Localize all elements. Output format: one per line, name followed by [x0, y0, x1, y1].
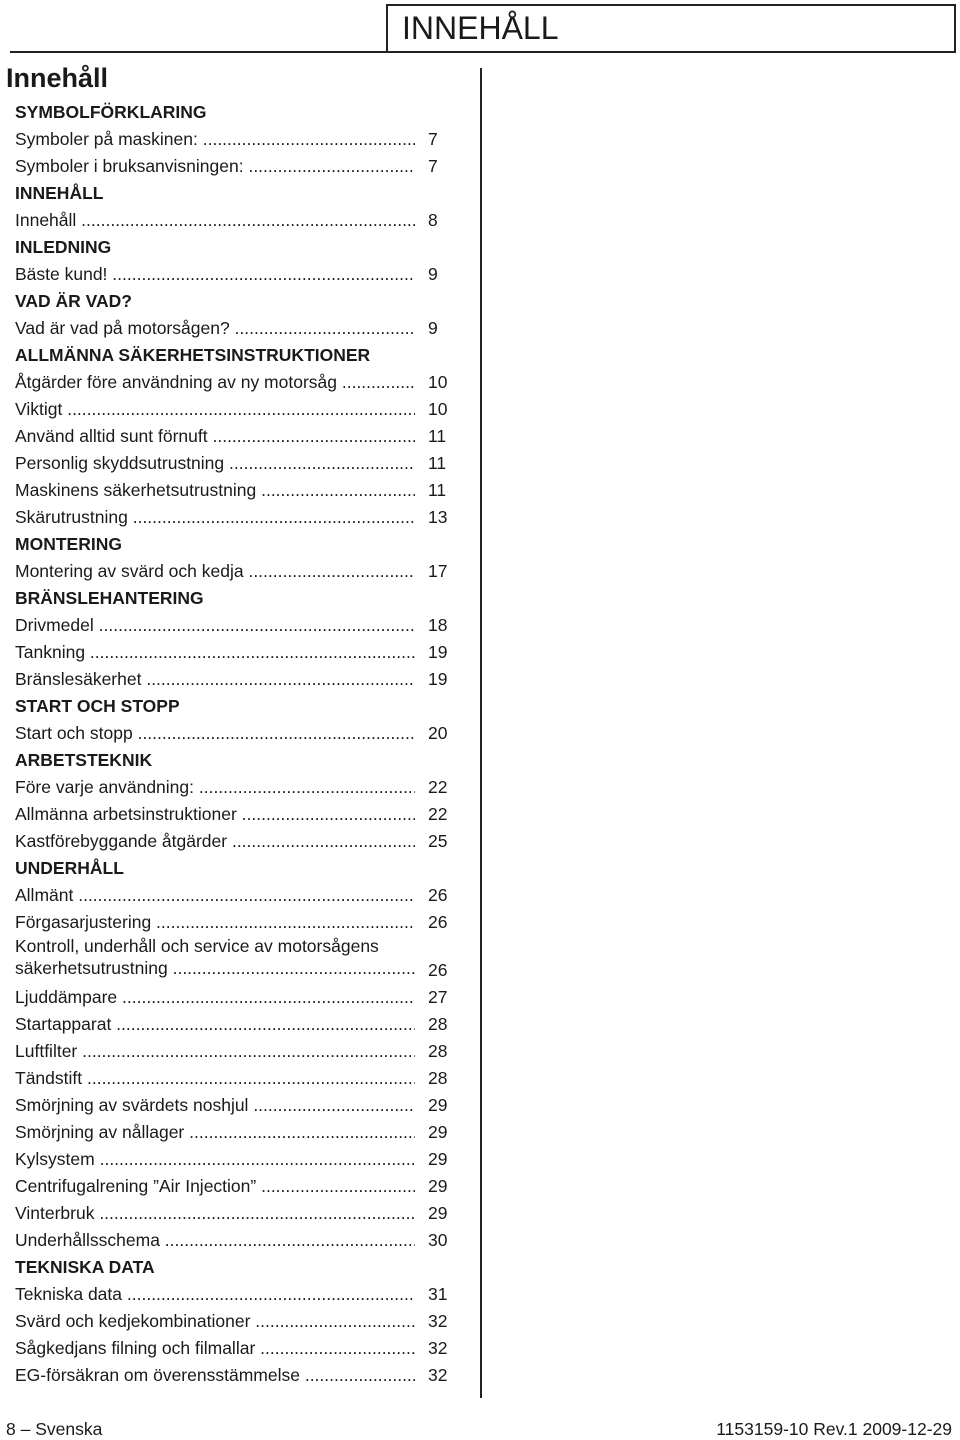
- toc-entry-page-number: 28: [428, 1068, 448, 1088]
- toc-entry-title-wrap: [15, 450, 415, 477]
- toc-entry-title-wrap: [15, 935, 415, 979]
- toc-entry[interactable]: [15, 423, 455, 450]
- footer-page-language: 8 – Svenska: [6, 1419, 103, 1439]
- toc-entry-title-wrap: [15, 1335, 415, 1362]
- toc-entry-title-wrap: [15, 1281, 415, 1308]
- toc-entry-title: EG-försäkran om överensstämmelse: [15, 1365, 300, 1385]
- toc-entry[interactable]: [15, 1200, 455, 1227]
- toc-entry-title: Centrifugalrening ”Air Injection”: [15, 1176, 257, 1196]
- toc-entry[interactable]: [15, 909, 455, 936]
- page-heading: Innehåll: [6, 63, 109, 93]
- toc-entry-title: Allmänna arbetsinstruktioner: [15, 804, 237, 824]
- toc-entry-page-number: 32: [428, 1365, 448, 1385]
- toc-entry-title-wrap: [15, 774, 415, 801]
- toc-section-heading: VAD ÄR VAD?: [15, 291, 132, 311]
- toc-entry-page-number: 10: [428, 372, 448, 392]
- toc-entry-title-wrap: [15, 396, 415, 423]
- toc-entry-page-number: 26: [428, 885, 448, 905]
- toc-entry-title: Tändstift: [15, 1068, 83, 1088]
- toc-entry-title: Skärutrustning: [15, 507, 128, 527]
- toc-entry[interactable]: [15, 612, 455, 639]
- toc-entry[interactable]: [15, 1092, 455, 1119]
- toc-entry-page-number: 17: [428, 561, 448, 581]
- toc-entry-page-number: 29: [428, 1095, 448, 1115]
- toc-entry-title: Vad är vad på motorsågen?: [15, 318, 230, 338]
- toc-entry-page-number: 7: [428, 129, 438, 149]
- toc-entry-title: Använd alltid sunt förnuft: [15, 426, 208, 446]
- toc-entry-title-wrap: [15, 315, 415, 342]
- toc-entry[interactable]: [15, 774, 455, 801]
- toc-entry-title: Luftfilter: [15, 1041, 78, 1061]
- toc-entry-title: Symboler på maskinen:: [15, 129, 198, 149]
- toc-entry-page-number: 29: [428, 1122, 448, 1142]
- toc-entry-title-wrap: [15, 477, 415, 504]
- toc-entry-title: Tekniska data: [15, 1284, 123, 1304]
- toc-entry[interactable]: [15, 1119, 455, 1146]
- toc-entry[interactable]: [15, 801, 455, 828]
- header-title: INNEHÅLL: [402, 10, 559, 46]
- toc-section-heading: INNEHÅLL: [15, 183, 104, 203]
- toc-entry[interactable]: [15, 720, 455, 747]
- toc-entry[interactable]: [15, 1281, 455, 1308]
- toc-entry-page-number: 29: [428, 1149, 448, 1169]
- toc-entry-page-number: 22: [428, 804, 448, 824]
- toc-entry-title-wrap: [15, 720, 415, 747]
- column-divider: [480, 68, 482, 1398]
- toc-entry-title-wrap: [15, 153, 415, 180]
- toc-entry-title: Smörjning av svärdets noshjul: [15, 1095, 249, 1115]
- table-of-contents: [15, 99, 455, 1389]
- toc-entry-title-wrap: [15, 504, 415, 531]
- toc-entry-page-number: 32: [428, 1311, 448, 1331]
- toc-entry-title: Tankning: [15, 642, 86, 662]
- toc-entry[interactable]: [15, 1362, 455, 1389]
- toc-entry-title: Smörjning av nållager: [15, 1122, 185, 1142]
- toc-entry-title: Ljuddämpare: [15, 987, 118, 1007]
- toc-entry-title-wrap: [15, 1065, 415, 1092]
- toc-entry[interactable]: [15, 1146, 455, 1173]
- toc-entry-title-wrap: [15, 984, 415, 1011]
- toc-entry-title: Vinterbruk: [15, 1203, 95, 1223]
- toc-entry-title-wrap: [15, 801, 415, 828]
- toc-entry-page-number: 30: [428, 1230, 448, 1250]
- toc-entry-page-number: 26: [428, 960, 448, 980]
- toc-entry-title: Bränslesäkerhet: [15, 669, 142, 689]
- toc-entry-title: Montering av svärd och kedja: [15, 561, 244, 581]
- toc-entry-title-wrap: [15, 1227, 415, 1254]
- toc-entry-title-wrap: [15, 1308, 415, 1335]
- toc-entry-title: Start och stopp: [15, 723, 133, 743]
- toc-entry-page-number: 27: [428, 987, 448, 1007]
- toc-entry[interactable]: [15, 207, 455, 234]
- toc-entry-page-number: 11: [428, 480, 447, 500]
- toc-entry[interactable]: [15, 261, 455, 288]
- toc-entry-page-number: 11: [428, 453, 447, 473]
- toc-entry-title-wrap: [15, 261, 415, 288]
- toc-entry[interactable]: [15, 828, 455, 855]
- toc-entry-title: Underhållsschema: [15, 1230, 160, 1250]
- toc-entry[interactable]: [15, 666, 455, 693]
- toc-entry-page-number: 25: [428, 831, 448, 851]
- footer-doc-revision: 1153159-10 Rev.1 2009-12-29: [716, 1419, 952, 1439]
- toc-entry-title: Maskinens säkerhetsutrustning: [15, 480, 257, 500]
- toc-entry-title: Viktigt: [15, 399, 63, 419]
- toc-entry-title-wrap: [15, 1011, 415, 1038]
- toc-section-heading: SYMBOLFÖRKLARING: [15, 102, 207, 122]
- toc-entry-title: Före varje användning:: [15, 777, 194, 797]
- toc-entry[interactable]: [15, 1173, 455, 1200]
- toc-entry[interactable]: [15, 369, 455, 396]
- toc-entry-title-wrap: [15, 1119, 415, 1146]
- toc-entry-title: Bäste kund!: [15, 264, 108, 284]
- toc-entry-title: Åtgärder före användning av ny motorsåg: [15, 372, 337, 392]
- toc-section-heading: START OCH STOPP: [15, 696, 180, 716]
- toc-entry-title: Sågkedjans filning och filmallar: [15, 1338, 256, 1358]
- toc-entry-title-wrap: [15, 423, 415, 450]
- toc-entry-page-number: 19: [428, 669, 448, 689]
- toc-entry[interactable]: [15, 639, 455, 666]
- toc-entry[interactable]: [15, 1335, 455, 1362]
- toc-entry[interactable]: [15, 153, 455, 180]
- toc-entry-title: Svärd och kedjekombinationer: [15, 1311, 251, 1331]
- toc-entry-title-wrap: [15, 558, 415, 585]
- toc-entry-page-number: 29: [428, 1203, 448, 1223]
- toc-section-heading: UNDERHÅLL: [15, 858, 124, 878]
- toc-entry-title-wrap: [15, 1092, 415, 1119]
- toc-entry-title: Kastförebyggande åtgärder: [15, 831, 228, 851]
- toc-entry-title-wrap: [15, 1173, 415, 1200]
- toc-entry-page-number: 18: [428, 615, 448, 635]
- toc-entry-title-wrap: [15, 1200, 415, 1227]
- toc-entry-title-wrap: [15, 666, 415, 693]
- toc-entry-page-number: 13: [428, 507, 448, 527]
- toc-entry-page-number: 28: [428, 1014, 448, 1034]
- toc-entry[interactable]: [15, 504, 455, 531]
- toc-entry-title: Kylsystem: [15, 1149, 95, 1169]
- toc-entry[interactable]: [15, 1011, 455, 1038]
- toc-entry[interactable]: [15, 477, 455, 504]
- toc-entry-title: Symboler i bruksanvisningen:: [15, 156, 244, 176]
- toc-section-heading: TEKNISKA DATA: [15, 1257, 155, 1277]
- toc-entry-title: Förgasarjustering: [15, 912, 152, 932]
- toc-section-heading: ARBETSTEKNIK: [15, 750, 153, 770]
- toc-entry[interactable]: [15, 882, 455, 909]
- toc-entry-title-wrap: [15, 369, 415, 396]
- toc-entry[interactable]: [15, 1038, 455, 1065]
- toc-entry[interactable]: [15, 315, 455, 342]
- toc-entry[interactable]: [15, 1227, 455, 1254]
- toc-section-heading: MONTERING: [15, 534, 122, 554]
- toc-entry-title-wrap: [15, 828, 415, 855]
- toc-entry-page-number: 9: [428, 264, 438, 284]
- header-rule: [10, 51, 956, 53]
- toc-entry-title: Personlig skyddsutrustning: [15, 453, 225, 473]
- toc-entry-page-number: 31: [428, 1284, 448, 1304]
- toc-section-heading: BRÄNSLEHANTERING: [15, 588, 204, 608]
- toc-entry[interactable]: [15, 984, 455, 1011]
- toc-entry-title: Startapparat: [15, 1014, 112, 1034]
- toc-entry-page-number: 10: [428, 399, 448, 419]
- toc-entry-title-wrap: [15, 126, 415, 153]
- toc-entry-title: Innehåll: [15, 210, 77, 230]
- toc-entry[interactable]: [15, 1308, 455, 1335]
- toc-entry-title-wrap: [15, 1146, 415, 1173]
- toc-entry-page-number: 29: [428, 1176, 448, 1196]
- toc-entry-page-number: 28: [428, 1041, 448, 1061]
- toc-entry-title: säkerhetsutrustning: [15, 958, 168, 978]
- toc-entry-page-number: 9: [428, 318, 438, 338]
- toc-entry-page-number: 11: [428, 426, 447, 446]
- toc-section-heading: INLEDNING: [15, 237, 112, 257]
- toc-entry-title-wrap: [15, 882, 415, 909]
- toc-entry-page-number: 20: [428, 723, 448, 743]
- toc-entry-title-line1: Kontroll, underhåll och service av motorsågens: [15, 936, 379, 956]
- toc-entry[interactable]: [15, 126, 455, 153]
- toc-entry-title-wrap: [15, 1362, 415, 1389]
- toc-entry-page-number: 22: [428, 777, 448, 797]
- toc-entry-page-number: 32: [428, 1338, 448, 1358]
- toc-entry-page-number: 19: [428, 642, 448, 662]
- toc-entry-page-number: 7: [428, 156, 438, 176]
- toc-entry-title-wrap: [15, 639, 415, 666]
- toc-entry[interactable]: [15, 936, 455, 984]
- toc-entry[interactable]: [15, 1065, 455, 1092]
- toc-entry-title: Allmänt: [15, 885, 74, 905]
- toc-entry-title-wrap: [15, 1038, 415, 1065]
- toc-section-heading: ALLMÄNNA SÄKERHETSINSTRUKTIONER: [15, 345, 371, 365]
- toc-entry-page-number: 8: [428, 210, 438, 230]
- toc-entry-page-number: 26: [428, 912, 448, 932]
- toc-entry[interactable]: [15, 396, 455, 423]
- toc-entry[interactable]: [15, 450, 455, 477]
- toc-entry-title-wrap: [15, 909, 415, 936]
- toc-entry[interactable]: [15, 558, 455, 585]
- toc-entry-title: Drivmedel: [15, 615, 94, 635]
- toc-entry-title-wrap: [15, 207, 415, 234]
- toc-entry-title-wrap: [15, 612, 415, 639]
